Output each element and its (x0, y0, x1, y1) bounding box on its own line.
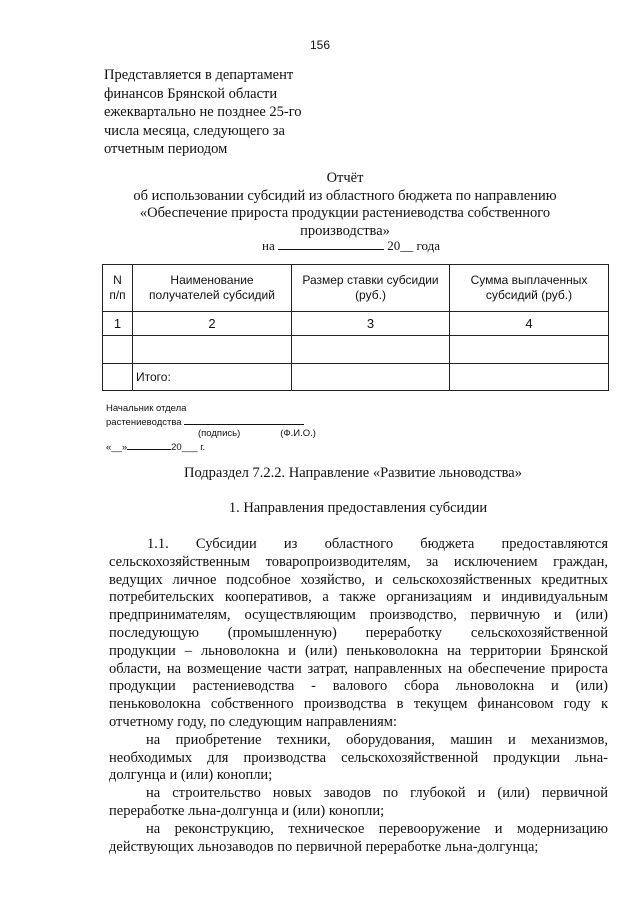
table-header-cell: Размер ставки субсидии (руб.) (292, 265, 450, 312)
body-text-line: потребительских кооперативов, а также организациям и индивидуальным (109, 589, 608, 606)
body-text-line: необходимых для производства сельскохозяйственной продукции льна- (109, 749, 608, 766)
body-text-line: продукции – льноволокна и (или) пеньковолокна на территории Брянской (109, 642, 608, 659)
body-text-line: продукции растениеводства - валового сбора льноволокна и (или) (109, 678, 608, 695)
table-cell (292, 364, 450, 391)
signature-date-blank (127, 440, 171, 450)
date-prefix: на (262, 238, 275, 253)
subsidy-report-table (102, 264, 609, 391)
table-row (103, 364, 609, 391)
table-header-cell: N п/п (103, 265, 133, 312)
submission-note-line: финансов Брянской области (104, 85, 278, 102)
signature-date-quote: «__» (106, 441, 128, 453)
body-text-line: на реконструкцию, техническое перевооружение и модернизацию (146, 820, 608, 837)
body-text-line: на приобретение техники, оборудования, машин и механизмов, (146, 731, 608, 748)
section-heading: 1. Направления предоставления субсидии (228, 500, 488, 516)
report-title: Отчёт (326, 170, 364, 186)
body-text-line: действующих льнозаводов по первичной переработке льна-долгунца; (109, 838, 539, 855)
signature-position-line: растениеводства (106, 415, 316, 429)
signature-date-line (106, 440, 316, 454)
report-subtitle-line: об использовании субсидий из областного бюджета по направлению (133, 187, 557, 204)
submission-note-line: числа месяца, следующего за (104, 122, 285, 139)
body-text-line: сельскохозяйственным товаропроизводителям, за исключением граждан, (109, 553, 608, 570)
body-text (109, 536, 608, 856)
body-text-line: на строительство новых заводов по глубокой и (или) первичной (146, 785, 608, 802)
date-blank (278, 237, 384, 250)
body-text-line: отчетному году, по следующим направлениям: (109, 713, 397, 730)
table-cell (133, 336, 292, 364)
body-text-line: области, на возмещение части затрат, направленных на обеспечение прироста (109, 660, 608, 677)
signature-blank (184, 415, 304, 425)
report-title-block (0, 170, 640, 240)
table-header-row (103, 265, 609, 312)
table-row (103, 312, 609, 336)
submission-note-line: ежеквартально не позднее 25-го (104, 104, 302, 120)
name-caption: (Ф.И.О.) (280, 428, 316, 439)
subsection-heading: Подраздел 7.2.2. Направление «Развитие льноводства» (184, 465, 522, 481)
report-date-line (262, 237, 440, 254)
table-total-label: Итого: (133, 364, 292, 391)
signature-date-year: 20___ г. (171, 441, 206, 453)
signature-captions (106, 428, 316, 440)
submission-note-line: Представляется в департамент (104, 67, 294, 83)
body-text-line: последующую (промышленную) переработку сельскохозяйственной (109, 624, 608, 641)
table-cell (103, 336, 133, 364)
table-cell: 4 (450, 312, 609, 336)
submission-note (104, 66, 302, 159)
submission-note-line: отчетным периодом (104, 141, 228, 157)
page-number: 156 (309, 38, 331, 52)
table-cell (450, 364, 609, 391)
date-year: 20__ (387, 238, 414, 253)
table-cell (292, 336, 450, 364)
table-cell (103, 364, 133, 391)
body-text-line: переработке льна-долгунца и (или) конопли; (109, 802, 385, 819)
table-cell (450, 336, 609, 364)
date-suffix: года (416, 238, 441, 253)
report-subtitle-line: «Обеспечение прироста продукции растениеводства собственного (139, 205, 551, 221)
report-subtitle-line: производства» (300, 222, 390, 239)
table-cell: 3 (292, 312, 450, 336)
body-text-line: предпринимателям, осуществляющим производство, первичную и (или) (109, 607, 608, 624)
body-text-line: долгунца и (или) конопли; (109, 767, 273, 784)
body-text-line: ведущих личное подсобное хозяйство, и сельскохозяйственных кредитных (109, 571, 608, 588)
table-cell: 2 (133, 312, 292, 336)
table-cell: 1 (103, 312, 133, 336)
body-text-line: пеньковолокна собственного производства в текущем финансовом году к (109, 696, 608, 713)
table-header-cell: Наименование получателей субсидий (133, 265, 292, 312)
signature-position-line: Начальник отдела (106, 403, 187, 414)
signature-block (106, 403, 316, 453)
body-text-line: 1.1. Субсидии из областного бюджета предоставляются (147, 536, 608, 552)
table-row (103, 336, 609, 364)
signature-caption: (подпись) (198, 428, 241, 439)
table-header-cell: Сумма выплаченных субсидий (руб.) (450, 265, 609, 312)
